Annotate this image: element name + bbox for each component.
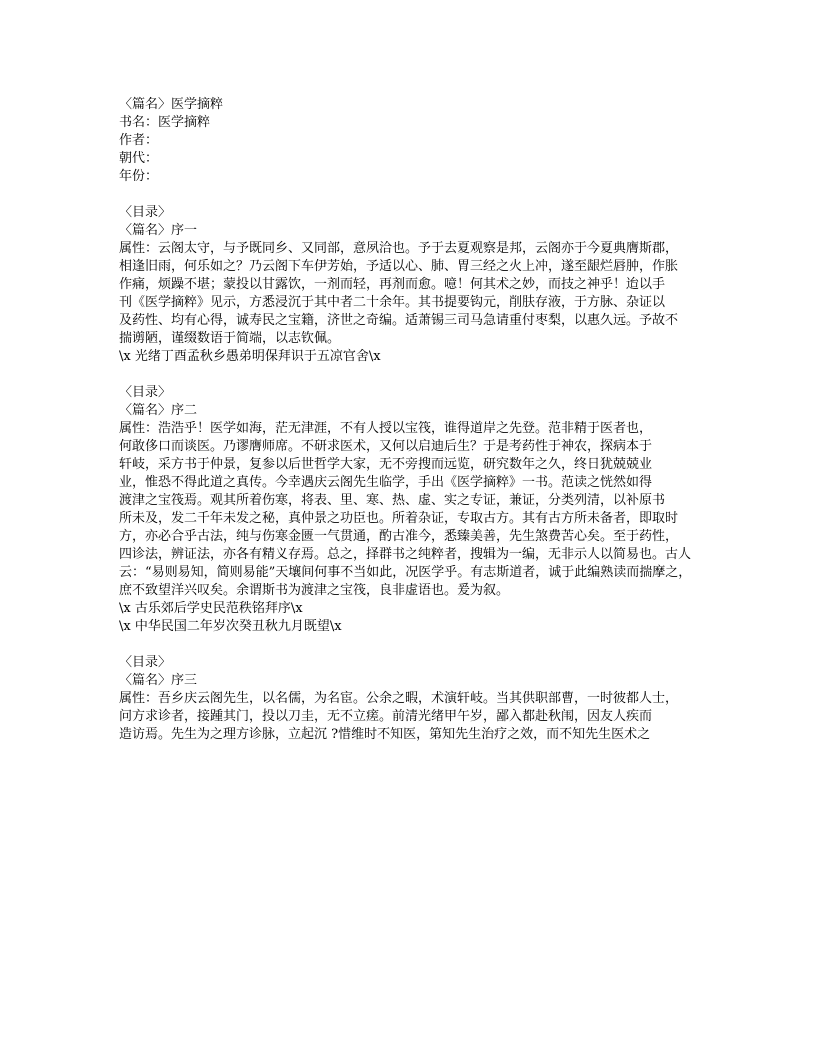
section-text-line: 轩岐，采方书于仲景，复参以后世哲学大家，无不旁搜而远览，研究数年之久，终日犹兢兢业 [119,457,653,472]
spacer [119,366,701,384]
section-text-line: 及药性、均有心得，诚寿民之宝籍，济世之奇编。适萧锡三司马急请重付枣梨，以惠久远。予故不 [119,313,679,328]
section-text-line: 所未及，发二千年未发之秘，真仲景之功臣也。所着杂证，专取古方。其有古方所未备者，即取时 [119,511,679,526]
section-title: 〈篇名〉序二 [119,403,198,418]
section-text-line: 作痛，烦躁不堪；蒙投以甘露饮，一剂而轻，再剂而愈。噫！何其术之妙，而技之神乎！迨以手 [119,277,666,292]
piece-title: 〈篇名〉医学摘粹 [119,97,224,112]
section-text-line: 属性：浩浩乎！医学如海，茫无津涯，不有人授以宝筏，谁得道岸之先登。范非精于医者也， [119,421,653,436]
section-toc-label: 〈目录〉 [119,205,172,220]
section-title: 〈篇名〉序一 [119,223,198,238]
spacer [119,186,701,204]
section-signature: \x 光绪丁酉孟秋乡愚弟明保拜识于五凉官舍\x [119,349,381,364]
section-toc-label: 〈目录〉 [119,385,172,400]
section-text-line: 属性：云阁太守，与予既同乡、又同部，意夙洽也。予于去夏观察是邦，云阁亦于今夏典膺斯郡， [119,241,679,256]
section-text-line: 何敢侈口而谈医。乃谬膺师席。不研求医术，又何以启迪后生？于是考药性于神农，探病本于 [119,439,653,454]
author-field: 作者： [119,133,159,148]
section-text-line: 庶不致望洋兴叹矣。余谓斯书为渡津之宝筏，良非虚语也。爰为叙。 [119,583,510,598]
dynasty-field: 朝代： [119,151,159,166]
section-text-line: 四诊法，辨证法，亦各有精义存焉。总之，择群书之纯粹者，搜辑为一编，无非示人以简易也。古人 [119,547,692,562]
section-text-line: 方，亦必合乎古法，纯与伤寒金匮一气贯通，酌古准今，悉臻美善，先生煞费苦心矣。至于药性， [119,529,679,544]
section-text-line: 渡津之宝筏焉。观其所着伤寒，将表、里、寒、热、虚、实之专证，兼证，分类列清，以补原书 [119,493,666,508]
section-title: 〈篇名〉序三 [119,673,198,688]
year-field: 年份： [119,169,159,184]
section-text-line: 造访焉。先生为之理方诊脉，立起沉 ?惜维时不知医，第知先生治疗之效，而不知先生医术之 [119,727,651,742]
section-date: \x 中华民国二年岁次癸丑秋九月既望\x [119,619,342,634]
section-text-line: 云：“易则易知，简则易能”天壤间何事不当如此，况医学乎。有志斯道者，诚于此编熟读而揣摩之， [119,565,692,580]
book-name: 书名：医学摘粹 [119,115,211,130]
spacer [119,636,701,654]
section-text-line: 揣谫陋，谨缀数语于简端，以志钦佩。 [119,331,341,346]
document-page [119,96,701,744]
section-text-line: 问方求诊者，接踵其门，投以刀圭，无不立瘥。前清光绪甲午岁，鄙入都赴秋闱，因友人疾而 [119,709,653,724]
section-text-line: 相逢旧雨，何乐如之？乃云阁下车伊芳始，予适以心、肺、胃三经之火上冲，遂至龈烂唇肿，作胀 [119,259,679,274]
section-signature: \x 古乐郊后学史民范秩铭拜序\x [119,601,303,616]
section-toc-label: 〈目录〉 [119,655,172,670]
section-text-line: 属性：吾乡庆云阁先生，以名儒，为名宦。公余之暇，术演轩岐。当其供职部曹，一时彼都人士， [119,691,679,706]
section-text-line: 刊《医学摘粹》见示，方悉浸沉于其中者二十余年。其书提要钩元，削肤存液，于方脉、杂证以 [119,295,666,310]
section-text-line: 业，惟恐不得此道之真传。今幸遇庆云阁先生临学，手出《医学摘粹》一书。范读之恍然如得 [119,475,653,490]
